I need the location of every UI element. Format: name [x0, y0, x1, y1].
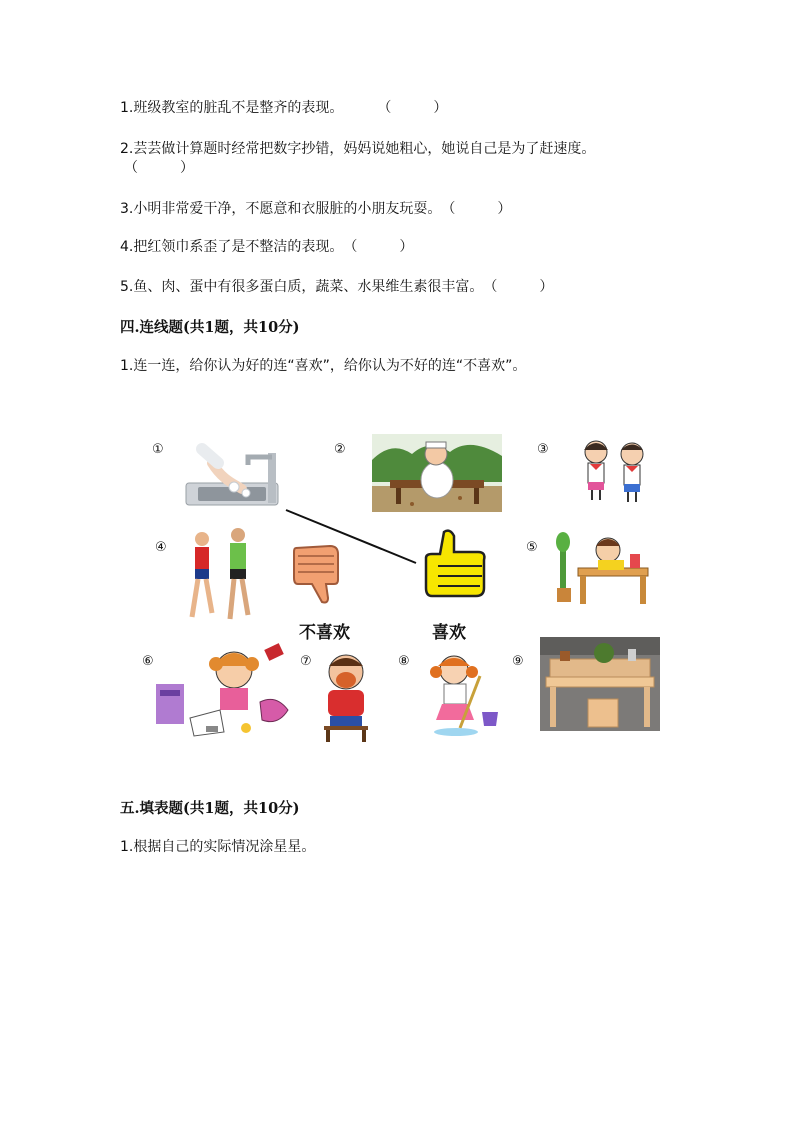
washing-hands-picture[interactable]	[182, 443, 292, 518]
number-label-2: ②	[334, 442, 346, 457]
number-label-9: ⑨	[512, 654, 524, 669]
question-1	[120, 97, 447, 117]
question-2-text: 2.芸芸做计算题时经常把数字抄错，妈妈说她粗心，她说自己是为了赶速度。	[120, 141, 596, 157]
number-label-8: ⑧	[398, 654, 410, 669]
number-label-4: ④	[155, 540, 167, 555]
like-label[interactable]	[432, 618, 466, 643]
number-label-1: ①	[152, 442, 164, 457]
answer-blank-1[interactable]: （ ）	[377, 100, 448, 116]
girl-mopping-picture[interactable]	[424, 650, 504, 740]
number-label-3: ③	[537, 442, 549, 457]
tidy-desk-picture[interactable]	[540, 637, 660, 731]
section-5-heading: 五.填表题(共1题，共10分)	[120, 800, 300, 817]
children-saluting-picture[interactable]	[576, 436, 654, 504]
thumbs-down-icon[interactable]	[290, 540, 360, 606]
question-5	[120, 276, 553, 296]
like-label-text: 喜欢	[432, 623, 466, 643]
section-4-question: 1.连一连，给你认为好的连“喜欢”，给你认为不好的连“不喜欢”。	[120, 358, 527, 374]
answer-blank-5[interactable]: （ ）	[483, 279, 554, 295]
question-4-text: 4.把红领巾系歪了是不整洁的表现。	[120, 239, 344, 255]
number-label-6: ⑥	[142, 654, 154, 669]
number-label-5: ⑤	[526, 540, 538, 555]
child-sleeping-on-desk-picture[interactable]	[556, 528, 652, 608]
answer-blank-3[interactable]: （ ）	[441, 201, 512, 217]
dislike-label[interactable]: 不喜欢	[299, 623, 350, 643]
number-label-7: ⑦	[300, 654, 312, 669]
section-5-question: 1.根据自己的实际情况涂星星。	[120, 839, 316, 855]
question-3-text: 3.小明非常爱干净，不愿意和衣服脏的小朋友玩耍。	[120, 201, 442, 217]
question-5-text: 5.鱼、肉、蛋中有很多蛋白质，蔬菜、水果维生素很丰富。	[120, 279, 484, 295]
boy-eating-picture[interactable]	[316, 650, 376, 744]
answer-blank-2[interactable]: （ ）	[124, 160, 194, 176]
answer-blank-4[interactable]: （ ）	[343, 239, 414, 255]
thumbs-up-icon[interactable]	[418, 526, 490, 600]
question-1-text: 1.班级教室的脏乱不是整齐的表现。	[120, 100, 344, 116]
messy-room-girl-picture[interactable]	[150, 640, 300, 740]
question-3	[120, 198, 511, 218]
question-4	[120, 236, 413, 256]
running-men-picture[interactable]	[182, 525, 262, 627]
section-4-heading: 四.连线题(共1题，共10分)	[120, 319, 300, 336]
man-on-bench-picture[interactable]	[372, 434, 502, 512]
